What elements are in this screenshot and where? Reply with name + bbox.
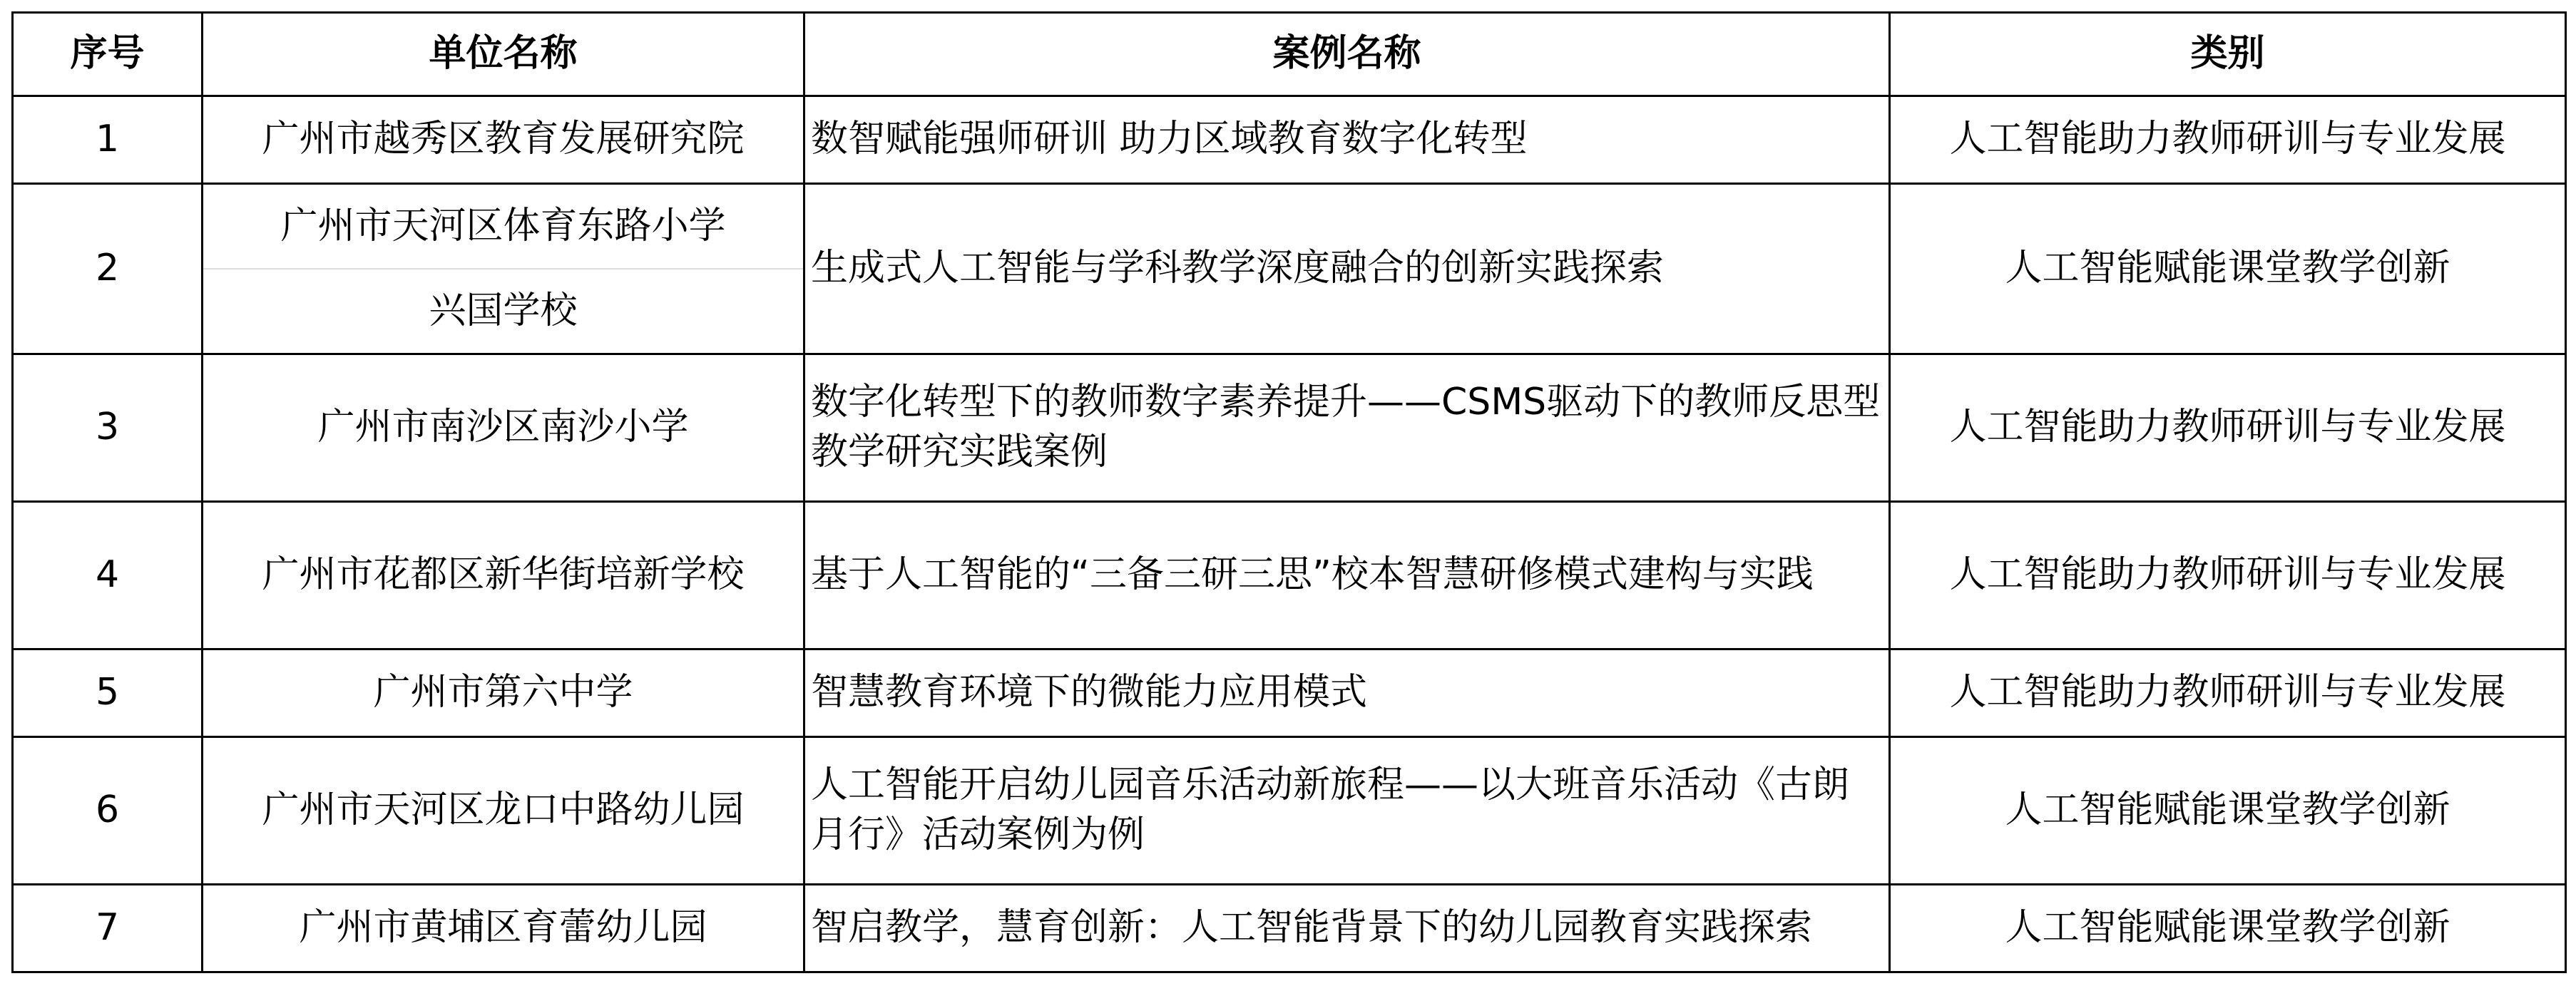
case-name-cell: 智慧教育环境下的微能力应用模式 (804, 649, 1890, 737)
category-cell: 人工智能助力教师研训与专业发展 (1890, 354, 2566, 502)
table-row (13, 649, 2566, 737)
header-row (13, 13, 2566, 96)
unit-name-part: 广州市天河区体育东路小学 (280, 204, 726, 247)
case-list-table (11, 11, 2567, 973)
serial-number-cell: 6 (13, 737, 203, 885)
serial-number-cell: 7 (13, 885, 203, 972)
table-header (13, 13, 2566, 96)
case-name-cell: 数智赋能强师研训 助力区域教育数字化转型 (804, 96, 1890, 184)
serial-number-cell: 2 (13, 184, 203, 354)
serial-number-cell: 1 (13, 96, 203, 184)
header-unit-name: 单位名称 (203, 13, 804, 96)
unit-name-cell: 广州市花都区新华街培新学校 (203, 502, 804, 649)
case-name-cell: 生成式人工智能与学科教学深度融合的创新实践探索 (804, 184, 1890, 354)
serial-number-cell: 4 (13, 502, 203, 649)
table-row (13, 502, 2566, 649)
case-name-cell: 基于人工智能的“三备三研三思”校本智慧研修模式建构与实践 (804, 502, 1890, 649)
serial-number-cell: 3 (13, 354, 203, 502)
header-category: 类别 (1890, 13, 2566, 96)
unit-name-cell: 广州市南沙区南沙小学 (203, 354, 804, 502)
category-cell: 人工智能助力教师研训与专业发展 (1890, 502, 2566, 649)
table-row (13, 184, 2566, 354)
unit-name-cell: 广州市第六中学 (203, 649, 804, 737)
category-cell: 人工智能赋能课堂教学创新 (1890, 885, 2566, 972)
case-name-cell: 人工智能开启幼儿园音乐活动新旅程——以大班音乐活动《古朗月行》活动案例为例 (804, 737, 1890, 885)
table-body (13, 96, 2566, 972)
category-cell: 人工智能赋能课堂教学创新 (1890, 184, 2566, 354)
cases-sheet (11, 11, 2565, 970)
header-case-name: 案例名称 (804, 13, 1890, 96)
table-row (13, 354, 2566, 502)
category-cell: 人工智能赋能课堂教学创新 (1890, 737, 2566, 885)
category-cell: 人工智能助力教师研训与专业发展 (1890, 96, 2566, 184)
unit-name-cell: 广州市天河区龙口中路幼儿园 (203, 737, 804, 885)
table-row (13, 737, 2566, 885)
table-row (13, 96, 2566, 184)
unit-name-cell (203, 184, 804, 354)
header-serial-number: 序号 (13, 13, 203, 96)
unit-name-stack (203, 185, 803, 353)
case-name-cell: 智启教学，慧育创新：人工智能背景下的幼儿园教育实践探索 (804, 885, 1890, 972)
case-name-cell: 数字化转型下的教师数字素养提升——CSMS驱动下的教师反思型教学研究实践案例 (804, 354, 1890, 502)
table-row (13, 885, 2566, 972)
unit-name-cell: 广州市黄埔区育蕾幼儿园 (203, 885, 804, 972)
serial-number-cell: 5 (13, 649, 203, 737)
category-cell: 人工智能助力教师研训与专业发展 (1890, 649, 2566, 737)
unit-name-part: 兴国学校 (203, 268, 803, 353)
unit-name-cell: 广州市越秀区教育发展研究院 (203, 96, 804, 184)
